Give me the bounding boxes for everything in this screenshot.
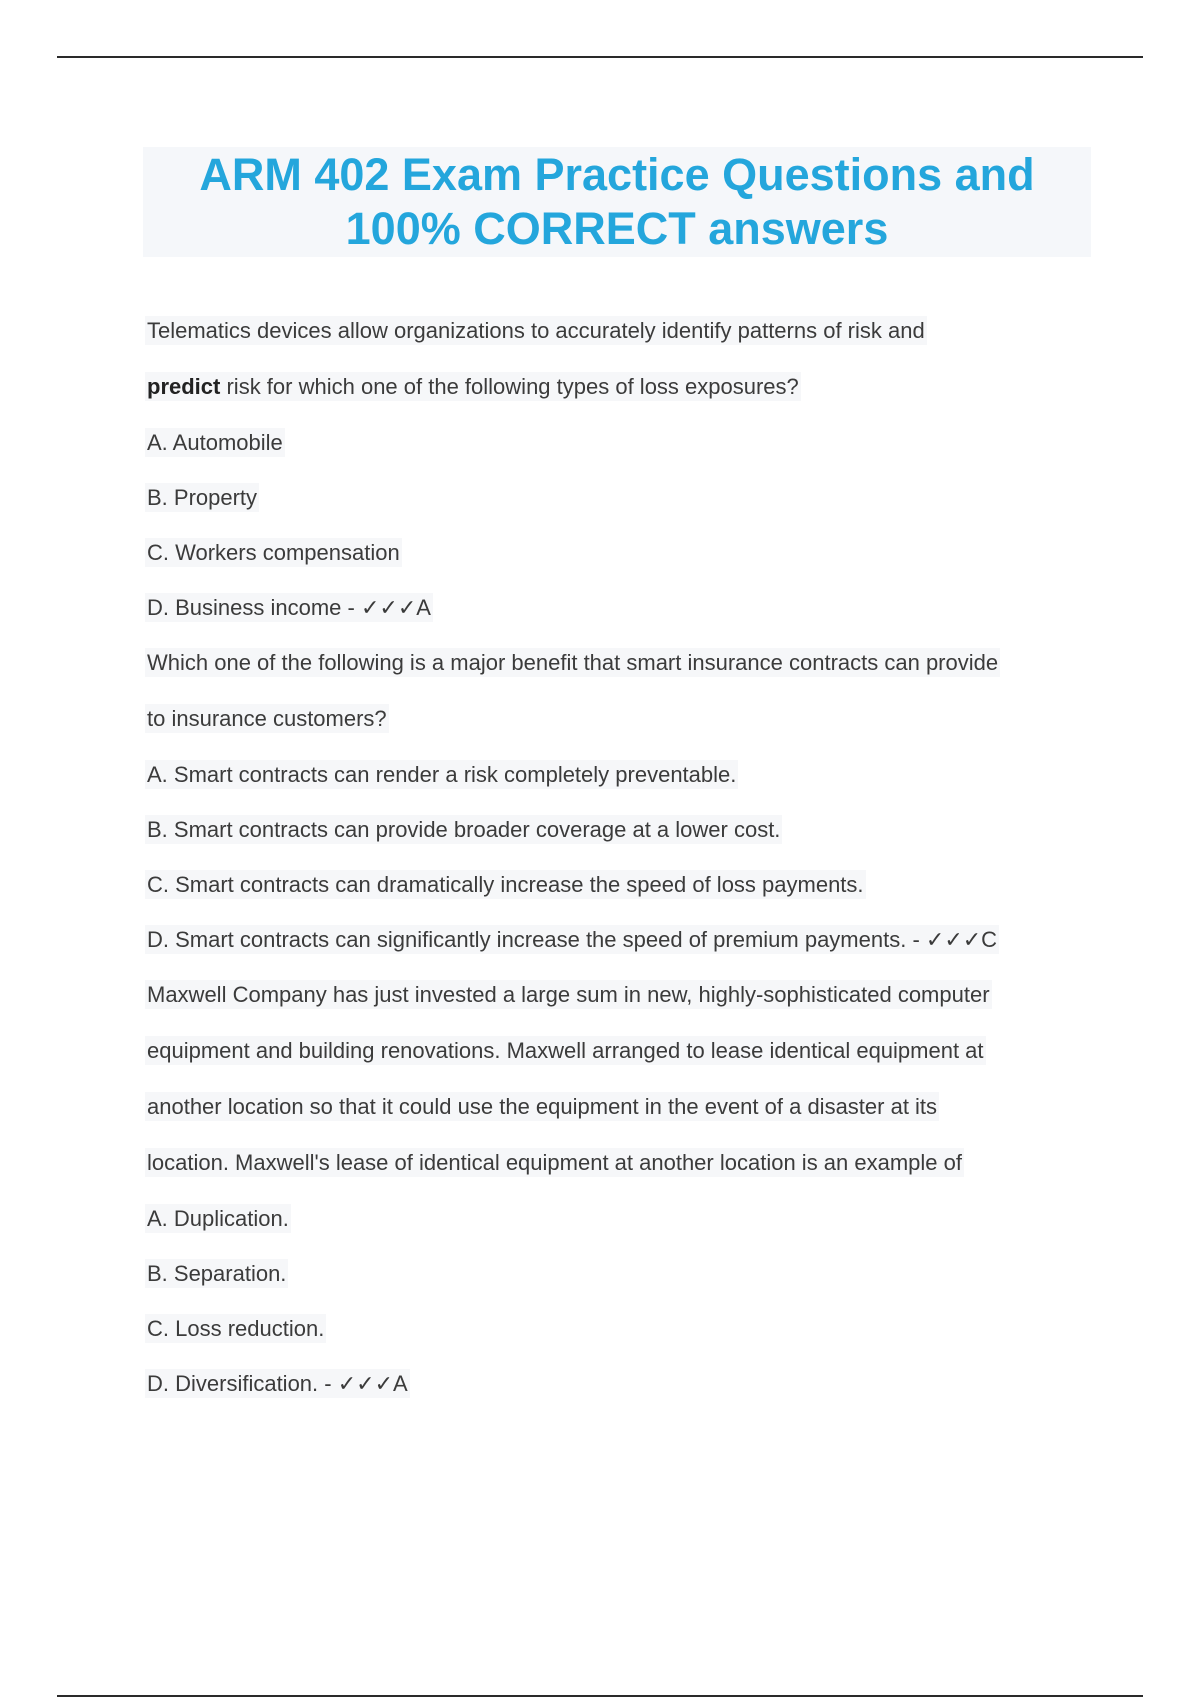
emphasis-word: predict	[147, 374, 221, 399]
question-2-option-d: D. Smart contracts can significantly increase the speed of premium payments. - ✓✓✓C	[147, 927, 998, 952]
question-1-option-d: D. Business income - ✓✓✓A	[147, 595, 431, 620]
question-3-text-line-2: equipment and building renovations. Maxwell arranged to lease identical equipment at	[147, 1038, 984, 1063]
question-1-option-a: A. Automobile	[147, 430, 283, 455]
question-2-option-a: A. Smart contracts can render a risk completely preventable.	[147, 762, 737, 787]
question-3-text-line-1: Maxwell Company has just invested a large sum in new, highly-sophisticated computer	[147, 982, 990, 1007]
page-title	[199, 148, 1034, 256]
title-line-2: 100% CORRECT answers	[345, 203, 889, 254]
top-rule	[57, 56, 1143, 58]
question-2-option-c: C. Smart contracts can dramatically increase the speed of loss payments.	[147, 872, 864, 897]
question-3-option-b: B. Separation.	[147, 1261, 287, 1286]
question-1-option-b: B. Property	[147, 485, 258, 510]
question-2-option-b: B. Smart contracts can provide broader coverage at a lower cost.	[147, 817, 781, 842]
question-3-text-line-3: another location so that it could use the equipment in the event of a disaster at its	[147, 1094, 938, 1119]
question-1	[145, 303, 1095, 635]
question-3-option-c: C. Loss reduction.	[147, 1316, 325, 1341]
title-line-1: ARM 402 Exam Practice Questions and	[199, 149, 1035, 200]
question-2	[145, 635, 1095, 967]
question-3-option-d: D. Diversification. - ✓✓✓A	[147, 1371, 408, 1396]
question-3	[145, 967, 1095, 1411]
question-2-text-line-2: to insurance customers?	[147, 706, 387, 731]
question-3-text-line-4: location. Maxwell's lease of identical equipment at another location is an example of	[147, 1150, 962, 1175]
question-2-text-line-1: Which one of the following is a major benefit that smart insurance contracts can provide	[147, 650, 999, 675]
question-1-option-c: C. Workers compensation	[147, 540, 400, 565]
question-3-option-a: A. Duplication.	[147, 1206, 289, 1231]
bottom-rule	[57, 1695, 1143, 1697]
question-list	[145, 303, 1095, 1411]
title-banner	[143, 147, 1091, 257]
question-1-text-line-1: Telematics devices allow organizations to accurately identify patterns of risk and	[147, 318, 925, 343]
question-1-text-line-2: predict risk for which one of the following types of loss exposures?	[147, 374, 799, 399]
